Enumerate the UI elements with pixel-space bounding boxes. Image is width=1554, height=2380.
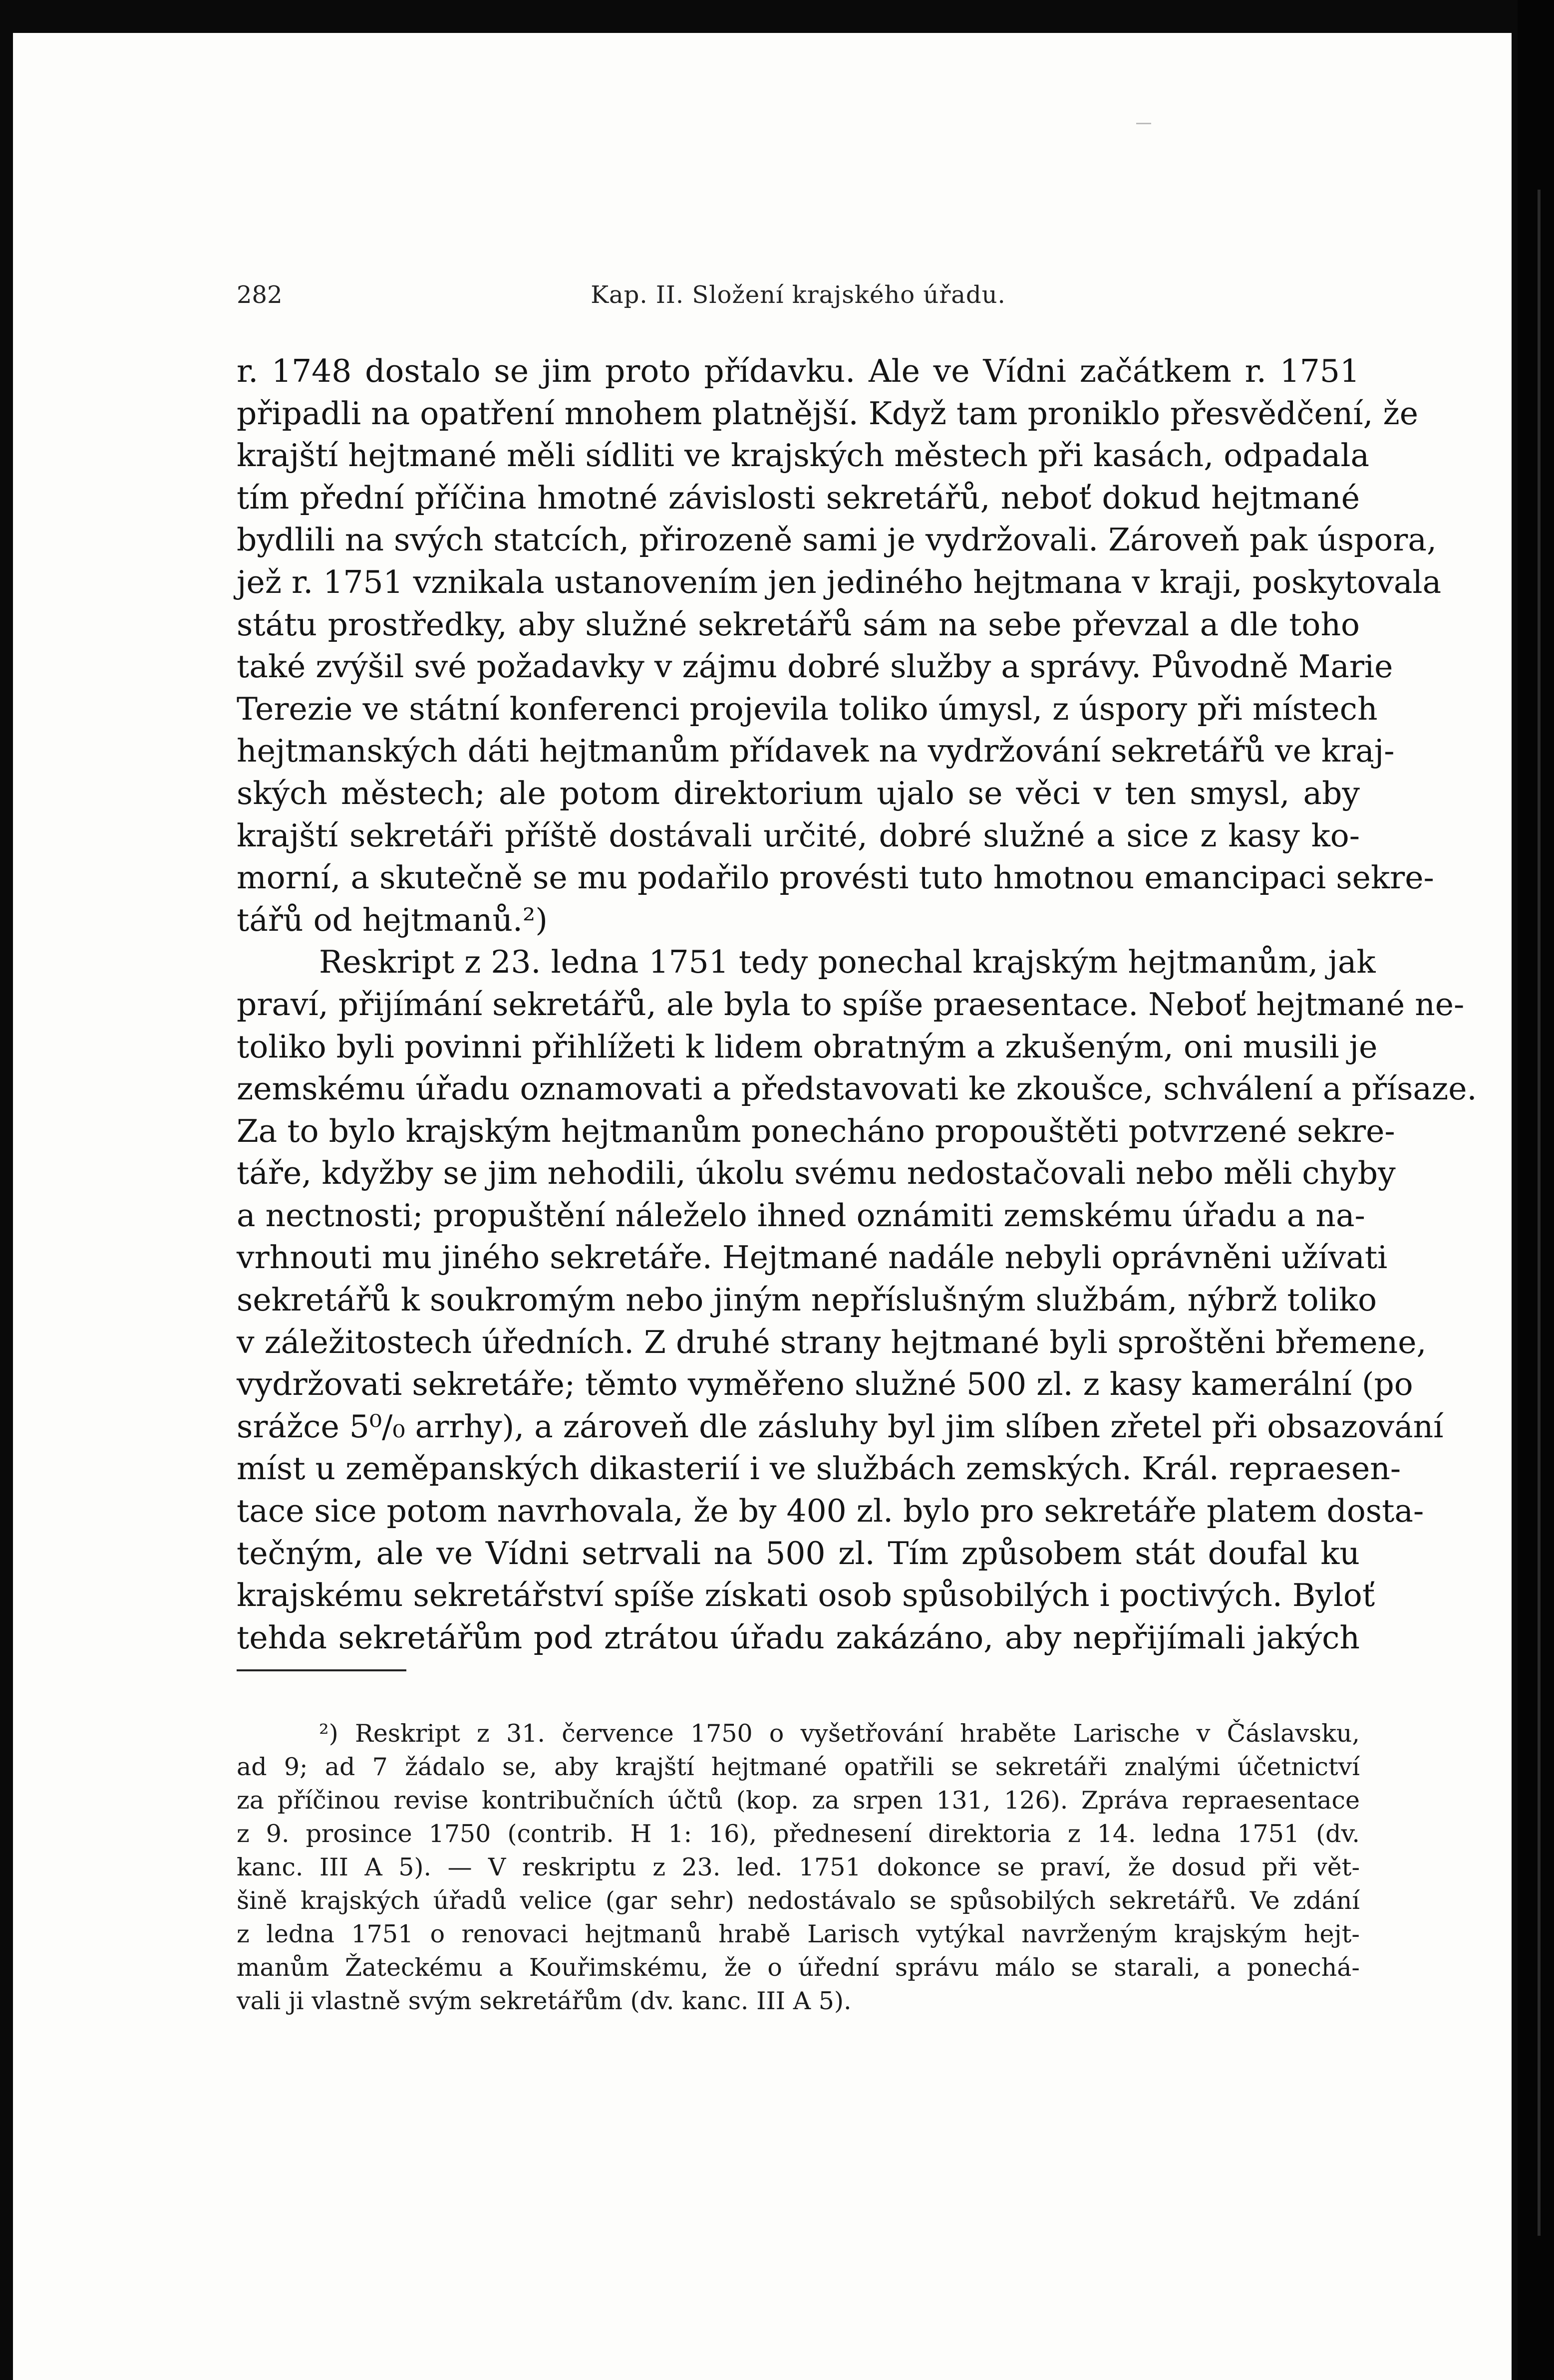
body-line: míst u zeměpanských dikasterií i ve službách zemských. Král. repraesen- — [237, 1450, 1401, 1487]
page-number: 282 — [237, 281, 283, 309]
body-text — [237, 350, 1477, 1659]
body-line: tečným, ale ve Vídni setrvali na 500 zl. Tím způsobem stát doufal ku — [237, 1535, 1360, 1572]
body-line: tářů od hejtmanů.²) — [237, 901, 548, 938]
footnote-line: z 9. prosince 1750 (contrib. H 1: 16), přednesení direktoria z 14. ledna 1751 (dv. — [237, 1820, 1360, 1848]
footnote — [237, 1717, 1360, 2018]
body-line: Terezie ve státní konferenci projevila toliko úmysl, z úspory při místech — [237, 690, 1378, 727]
footnote-line: vali ji vlastně svým sekretářům (dv. kanc. III A 5). — [237, 1987, 852, 2015]
body-line: praví, přijímání sekretářů, ale byla to spíše praesentace. Neboť hejtmané ne- — [237, 986, 1465, 1023]
body-line: v záležitostech úředních. Z druhé strany hejtmané byli sproštěni břemene, — [237, 1323, 1427, 1360]
body-line: srážce 5⁰/₀ arrhy), a zároveň dle zásluhy byl jim slíben zřetel při obsazování — [237, 1408, 1444, 1445]
body-line: morní, a skutečně se mu podařilo provésti tuto hmotnou emancipaci sekre- — [237, 859, 1434, 896]
running-head: Kap. II. Složení krajského úřadu. — [591, 281, 1006, 309]
body-line: tím přední příčina hmotné závislosti sekretářů, neboť dokud hejtmané — [237, 479, 1360, 516]
page-edge-line — [1538, 190, 1541, 2236]
body-line: sekretářů k soukromým nebo jiným nepříslušným službám, nýbrž toliko — [237, 1282, 1377, 1319]
body-line: připadli na opatření mnohem platnější. Když tam proniklo přesvědčení, že — [237, 395, 1419, 432]
body-line: vydržovati sekretáře; těmto vyměřeno služné 500 zl. z kasy kamerální (po — [237, 1366, 1413, 1403]
body-line: táře, kdyžby se jim nehodili, úkolu svému nedostačovali nebo měli chyby — [237, 1155, 1396, 1192]
body-line: bydlili na svých statcích, přirozeně sami je vydržovali. Zároveň pak úspora, — [237, 522, 1437, 558]
body-line: hejtmanských dáti hejtmanům přídavek na vydržování sekretářů ve kraj- — [237, 733, 1395, 770]
page-header — [237, 277, 1360, 317]
body-line: a nectnosti; propuštění náleželo ihned oznámiti zemskému úřadu a na- — [237, 1197, 1365, 1234]
footnote-line: z ledna 1751 o renovaci hejtmanů hrabě Larisch vytýkal navrženým krajským hejt- — [237, 1920, 1360, 1948]
book-spine-edge — [1518, 0, 1554, 2380]
body-line: krajskému sekretářství spíše získati osob spůsobilých i poctivých. Byloť — [237, 1577, 1375, 1614]
body-line: jež r. 1751 vznikala ustanovením jen jediného hejtmana v kraji, poskytovala — [237, 563, 1442, 600]
body-line: zemskému úřadu oznamovati a představovati ke zkoušce, schválení a přísaze. — [237, 1070, 1477, 1107]
body-line: vrhnouti mu jiného sekretáře. Hejtmané nadále nebyli oprávněni užívati — [237, 1239, 1388, 1276]
body-line: tace sice potom navrhovala, že by 400 zl. bylo pro sekretáře platem dosta- — [237, 1493, 1424, 1530]
footnote-separator — [237, 1669, 406, 1671]
body-line: tehda sekretářům pod ztrátou úřadu zakázáno, aby nepřijímali jakých — [237, 1619, 1360, 1656]
body-line: Za to bylo krajským hejtmanům ponecháno propouštěti potvrzené sekre- — [237, 1112, 1395, 1149]
body-line: krajští sekretáři příště dostávali určité, dobré služné a sice z kasy ko- — [237, 817, 1360, 854]
body-line: také zvýšil své požadavky v zájmu dobré služby a správy. Původně Marie — [237, 648, 1393, 685]
body-line: toliko byli povinni přihlížeti k lidem obratným a zkušeným, oni musili je — [237, 1028, 1378, 1065]
footnote-line: kanc. III A 5). — V reskriptu z 23. led. 1751 dokonce se praví, že dosud při vět- — [237, 1853, 1360, 1881]
body-line: Reskript z 23. ledna 1751 tedy ponechal krajským hejtmanům, jak — [319, 944, 1376, 981]
body-line: r. 1748 dostalo se jim proto přídavku. Ale ve Vídni začátkem r. 1751 — [237, 353, 1360, 389]
body-line: ských městech; ale potom direktorium ujalo se věci v ten smysl, aby — [237, 775, 1360, 811]
footnote-line: šině krajských úřadů velice (gar sehr) nedostávalo se spůsobilých sekretářů. Ve zdání — [237, 1886, 1360, 1915]
footnote-line: ad 9; ad 7 žádalo se, aby krajští hejtmané opatřili se sekretáři znalými účetnictví — [237, 1753, 1360, 1781]
footnote-line: za příčinou revise kontribučních účtů (kop. za srpen 131, 126). Zpráva repraesentace — [237, 1786, 1360, 1815]
footnote-line: ²) Reskript z 31. července 1750 o vyšetřování hraběte Larische v Čáslavsku, — [319, 1719, 1360, 1748]
body-line: krajští hejtmané měli sídliti ve krajských městech při kasách, odpadala — [237, 437, 1370, 474]
body-line: státu prostředky, aby služné sekretářů sám na sebe převzal a dle toho — [237, 606, 1360, 643]
footnote-line: manům Žateckému a Kouřimskému, že o úřední správu málo se starali, a ponechá- — [237, 1953, 1360, 1982]
paper-speck — [1136, 123, 1151, 124]
